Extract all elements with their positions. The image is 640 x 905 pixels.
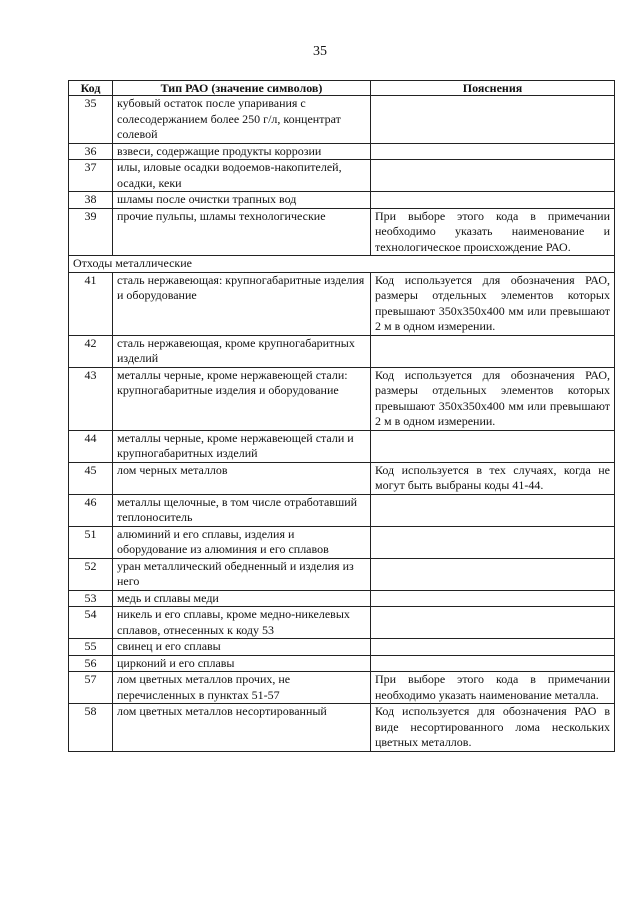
table-row <box>69 672 615 704</box>
row-type: лом цветных металлов несортированный <box>113 704 371 752</box>
row-type: сталь нержавеющая, кроме крупногабаритных изделий <box>113 335 371 367</box>
row-code: 38 <box>69 192 113 209</box>
table-row <box>69 143 615 160</box>
table-row <box>69 462 615 494</box>
row-type: прочие пульпы, шламы технологические <box>113 208 371 256</box>
row-code: 43 <box>69 367 113 430</box>
row-type: кубовый остаток после упаривания с солесодержанием более 250 г/л, концентрат солевой <box>113 96 371 144</box>
row-note <box>371 494 615 526</box>
page-number: 35 <box>313 44 327 59</box>
table-row <box>69 526 615 558</box>
row-type: металлы черные, кроме нержавеющей стали и крупногабаритных изделий <box>113 430 371 462</box>
row-code: 46 <box>69 494 113 526</box>
row-note <box>371 607 615 639</box>
row-code: 42 <box>69 335 113 367</box>
row-type: илы, иловые осадки водоемов-накопителей, осадки, кеки <box>113 160 371 192</box>
row-code: 55 <box>69 639 113 656</box>
row-type: взвеси, содержащие продукты коррозии <box>113 143 371 160</box>
row-type: свинец и его сплавы <box>113 639 371 656</box>
row-type: лом черных металлов <box>113 462 371 494</box>
row-note: Код используется для обозначения РАО, размеры отдельных элементов которых превышают 350x350x400 мм или превышают 2 м в одном измерении. <box>371 272 615 335</box>
row-note <box>371 590 615 607</box>
row-code: 53 <box>69 590 113 607</box>
row-code: 44 <box>69 430 113 462</box>
row-type: сталь нержавеющая: крупногабаритные изделия и оборудование <box>113 272 371 335</box>
table-row <box>69 160 615 192</box>
table-row <box>69 192 615 209</box>
row-note <box>371 655 615 672</box>
table-row <box>69 335 615 367</box>
table-header-row <box>69 81 615 96</box>
row-note <box>371 526 615 558</box>
header-type: Тип РАО (значение символов) <box>113 81 371 96</box>
row-note <box>371 192 615 209</box>
row-note: Код используется для обозначения РАО в виде несортированного лома нескольких цветных металлов. <box>371 704 615 752</box>
row-code: 58 <box>69 704 113 752</box>
row-code: 56 <box>69 655 113 672</box>
row-type: медь и сплавы меди <box>113 590 371 607</box>
row-note <box>371 96 615 144</box>
row-note: Код используется в тех случаях, когда не могут быть выбраны коды 41-44. <box>371 462 615 494</box>
row-note <box>371 639 615 656</box>
table-row <box>69 558 615 590</box>
section-row <box>69 256 615 273</box>
row-note: Код используется для обозначения РАО, размеры отдельных элементов которых превышают 350x350x400 мм или превышают 2 м в одном измерении. <box>371 367 615 430</box>
table-header <box>69 81 615 96</box>
row-code: 36 <box>69 143 113 160</box>
table-row <box>69 494 615 526</box>
table-row <box>69 655 615 672</box>
header-code: Код <box>69 81 113 96</box>
header-note: Пояснения <box>371 81 615 96</box>
row-note: При выборе этого кода в примечании необходимо указать наименование и технологическое происхождение РАО. <box>371 208 615 256</box>
table-row <box>69 639 615 656</box>
rao-classification-table <box>68 80 615 752</box>
row-code: 39 <box>69 208 113 256</box>
row-type: шламы после очистки трапных вод <box>113 192 371 209</box>
row-code: 35 <box>69 96 113 144</box>
row-code: 37 <box>69 160 113 192</box>
row-code: 54 <box>69 607 113 639</box>
row-type: металлы черные, кроме нержавеющей стали: крупногабаритные изделия и оборудование <box>113 367 371 430</box>
row-note <box>371 558 615 590</box>
table-row <box>69 96 615 144</box>
row-note: При выборе этого кода в примечании необходимо указать наименование металла. <box>371 672 615 704</box>
table-row <box>69 208 615 256</box>
row-code: 52 <box>69 558 113 590</box>
table-row <box>69 367 615 430</box>
row-code: 45 <box>69 462 113 494</box>
row-note <box>371 160 615 192</box>
table-body <box>69 96 615 752</box>
table-row <box>69 272 615 335</box>
row-code: 51 <box>69 526 113 558</box>
table-row <box>69 704 615 752</box>
row-type: металлы щелочные, в том числе отработавший теплоноситель <box>113 494 371 526</box>
row-type: уран металлический обедненный и изделия из него <box>113 558 371 590</box>
row-code: 41 <box>69 272 113 335</box>
row-note <box>371 335 615 367</box>
row-note <box>371 430 615 462</box>
row-type: алюминий и его сплавы, изделия и оборудование из алюминия и его сплавов <box>113 526 371 558</box>
row-note <box>371 143 615 160</box>
table-row <box>69 607 615 639</box>
row-type: лом цветных металлов прочих, не перечисленных в пунктах 51-57 <box>113 672 371 704</box>
row-type: никель и его сплавы, кроме медно-никелевых сплавов, отнесенных к коду 53 <box>113 607 371 639</box>
row-type: цирконий и его сплавы <box>113 655 371 672</box>
table-row <box>69 590 615 607</box>
row-code: 57 <box>69 672 113 704</box>
section-title: Отходы металлические <box>69 256 615 273</box>
table-row <box>69 430 615 462</box>
